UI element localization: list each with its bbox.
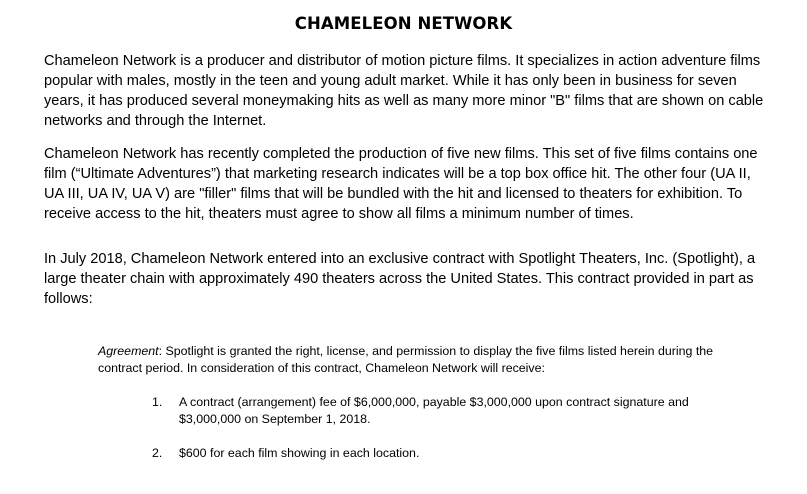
agreement-text: : Spotlight is granted the right, license, and permission to display the five films listed herein during the contract period. In consideration of this contract, Chameleon Network will receive: (98, 344, 714, 375)
list-item-number: 1. (152, 395, 163, 409)
agreement-label: Agreement (98, 344, 159, 358)
list-item-text: A contract (arrangement) fee of $6,000,000, payable $3,000,000 upon contract signature and $3,000,000 on September 1, 2018. (179, 395, 689, 426)
paragraph-spotlight-contract: In July 2018, Chameleon Network entered into an exclusive contract with Spotlight Theaters, Inc. (Spotlight), a large theater chain with approximately 490 theaters across the United States. This contract provided in part as follows: (44, 251, 756, 307)
document-title: CHAMELEON NETWORK (294, 14, 513, 33)
paragraph-new-films: Chameleon Network has recently completed the production of five new films. This set of five films contains one film (“Ultimate Adventures”) that marketing research indicates will be a top box office hit. The other four (UA II, UA III, UA IV, UA V) are "filler" films that will be bundled with the hit and licensed to theaters for exhibition. To receive access to the hit, theaters must agree to show all films a minimum number of times. (44, 146, 758, 222)
list-item-text: $600 for each film showing in each location. (179, 446, 420, 460)
agreement-block (98, 343, 758, 377)
paragraph-company-overview: Chameleon Network is a producer and distributor of motion picture films. It specializes in action adventure films popular with males, mostly in the teen and young adult market. While it has only been in business for seven years, it has produced several moneymaking hits as well as many more minor "B" films that are shown on cable networks and through the Internet. (44, 53, 764, 129)
list-item-number: 2. (152, 446, 163, 460)
